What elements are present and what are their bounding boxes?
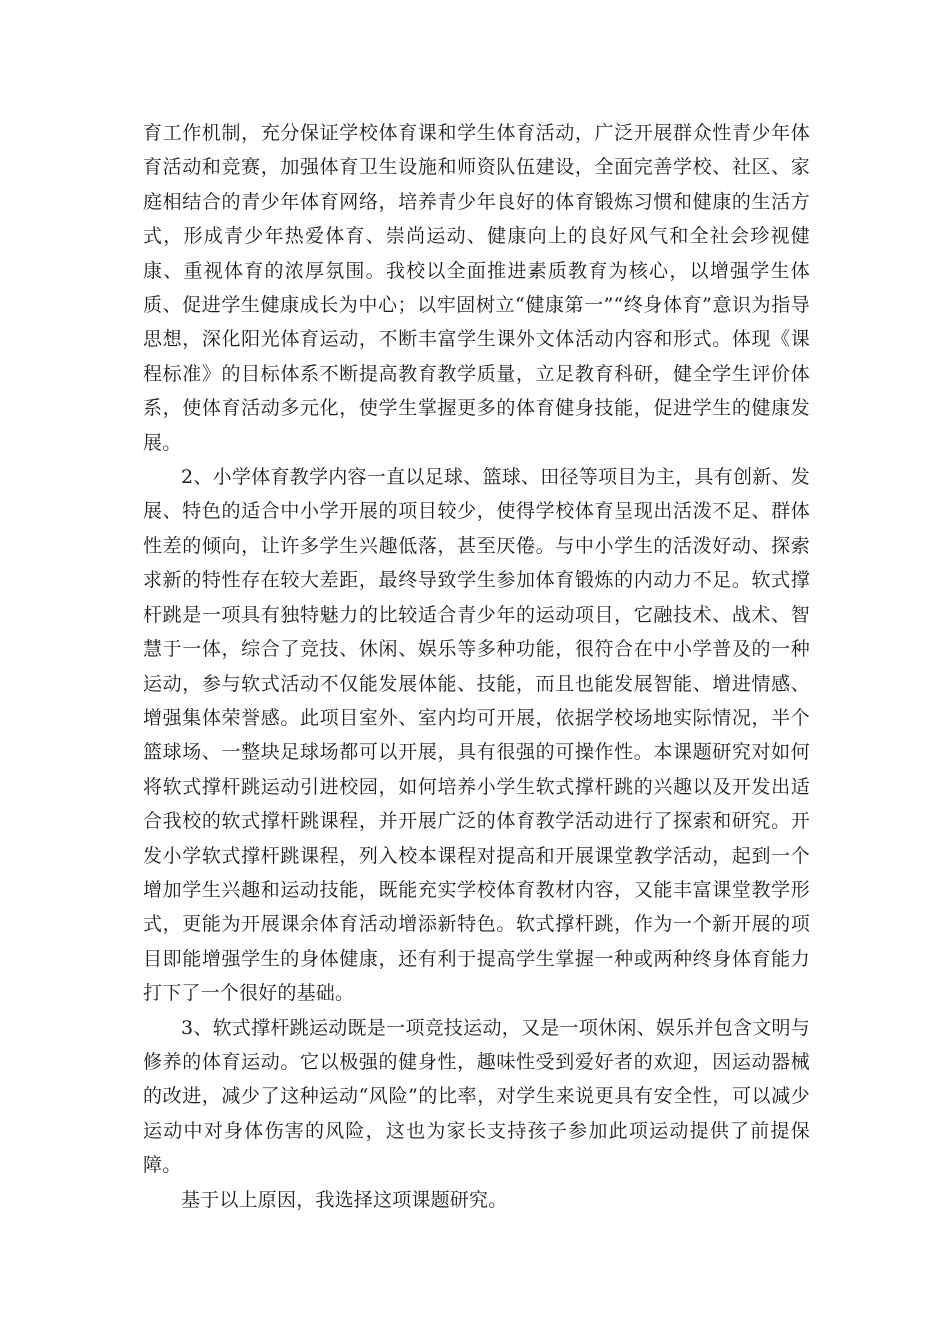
document-body: [143, 116, 810, 1217]
paragraph-item-2: 2、小学体育教学内容一直以足球、篮球、田径等项目为主，具有创新、发展、特色的适合中小学开展的项目较少，使得学校体育呈现出活泼不足、群体性差的倾向，让许多学生兴趣低落，甚至厌倦。与中小学生的活泼好动、探索求新的特性存在较大差距，最终导致学生参加体育锻炼的内动力不足。软式撑杆跳是一项具有独特魅力的比较适合青少年的运动项目，它融技术、战术、智慧于一体，综合了竞技、休闲、娱乐等多种功能，很符合在中小学普及的一种运动，参与软式活动不仅能发展体能、技能，而且也能发展智能、增进情感、增强集体荣誉感。此项目室外、室内均可开展，依据学校场地实际情况，半个篮球场、一整块足球场都可以开展，具有很强的可操作性。本课题研究对如何将软式撑杆跳运动引进校园，如何培养小学生软式撑杆跳的兴趣以及开发出适合我校的软式撑杆跳课程，并开展广泛的体育教学活动进行了探索和研究。开发小学软式撑杆跳课程，列入校本课程对提高和开展课堂教学活动，起到一个增加学生兴趣和运动技能，既能充实学校体育教材内容，又能丰富课堂教学形式，更能为开展课余体育活动增添新特色。软式撑杆跳，作为一个新开展的项目即能增强学生的身体健康，还有利于提高学生掌握一种或两种终身体育能力打下了一个很好的基础。: [143, 466, 810, 1005]
paragraph-continued: 育工作机制，充分保证学校体育课和学生体育活动，广泛开展群众性青少年体育活动和竞赛，加强体育卫生设施和师资队伍建设，全面完善学校、社区、家庭相结合的青少年体育网络，培养青少年良好的体育锻炼习惯和健康的生活方式，形成青少年热爱体育、崇尚运动、健康向上的良好风气和全社会珍视健康、重视体育的浓厚氛围。我校以全面推进素质教育为核心，以增强学生体质、促进学生健康成长为中心；以牢固树立“健康第一”“终身体育”意识为指导思想，深化阳光体育运动，不断丰富学生课外文体活动内容和形式。体现《课程标准》的目标体系不断提高教育教学质量，立足教育科研，健全学生评价体系，使体育活动多元化，使学生掌握更多的体育健身技能，促进学生的健康发展。: [143, 122, 810, 454]
paragraph-conclusion: 基于以上原因，我选择这项课题研究。: [181, 1188, 508, 1211]
paragraph-item-3: 3、软式撑杆跳运动既是一项竞技运动，又是一项休闲、娱乐并包含文明与修养的体育运动。它以极强的健身性，趣味性受到爱好者的欢迎，因运动器械的改进，减少了这种运动“风险”的比率，对学生来说更具有安全性，可以减少运动中对身体伤害的风险，这也为家长支持孩子参加此项运动提供了前提保障。: [143, 1016, 810, 1177]
